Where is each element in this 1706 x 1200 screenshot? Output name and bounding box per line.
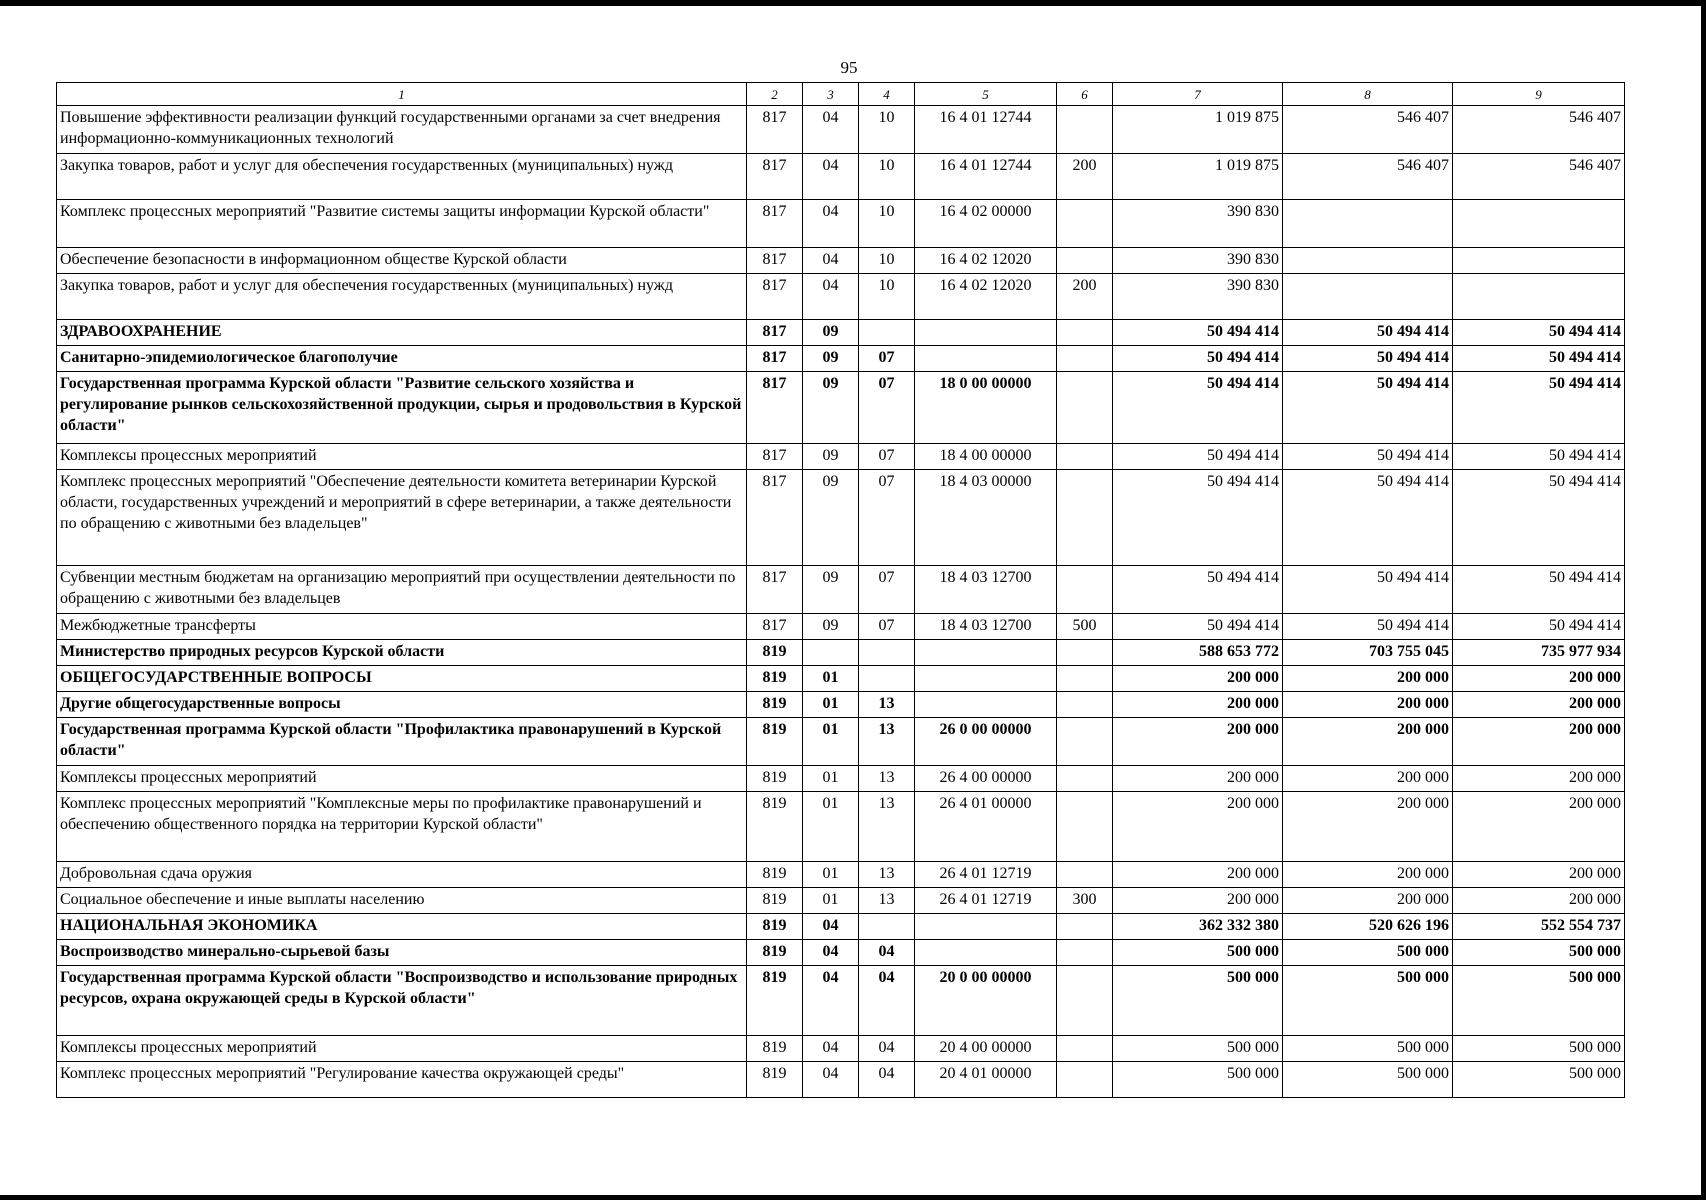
row-vr-cell: [1057, 320, 1113, 346]
row-amount-col7: 390 830: [1113, 248, 1283, 274]
row-amount-col9: 200 000: [1453, 692, 1625, 718]
row-amount-col8: 500 000: [1283, 1062, 1453, 1098]
table-row: [57, 766, 1625, 792]
row-csr-cell: 16 4 02 00000: [915, 200, 1057, 248]
row-amount-col8: 50 494 414: [1283, 470, 1453, 566]
row-amount-col7: 500 000: [1113, 1062, 1283, 1098]
row-csr-cell: [915, 940, 1057, 966]
row-ved-cell: 817: [747, 346, 803, 372]
row-amount-col9: 200 000: [1453, 666, 1625, 692]
row-amount-col9: 500 000: [1453, 966, 1625, 1036]
row-name-cell: Государственная программа Курской области "Развитие сельского хозяйства и регулирование рынков сельскохозяйственной продукции, сырья и продовольствия в Курской области": [57, 372, 747, 444]
row-amount-col8: 200 000: [1283, 862, 1453, 888]
row-ved-cell: 819: [747, 640, 803, 666]
scan-border-right: [1701, 0, 1706, 1200]
row-ved-cell: 817: [747, 470, 803, 566]
row-ved-cell: 819: [747, 766, 803, 792]
table-row: [57, 966, 1625, 1036]
scan-border-bottom: [0, 1195, 1706, 1200]
table-row: [57, 888, 1625, 914]
table-row: [57, 372, 1625, 444]
row-pr-cell: 04: [859, 940, 915, 966]
row-csr-cell: 16 4 02 12020: [915, 248, 1057, 274]
row-amount-col8: 500 000: [1283, 1036, 1453, 1062]
row-amount-col8: 703 755 045: [1283, 640, 1453, 666]
row-amount-col9: 500 000: [1453, 940, 1625, 966]
row-amount-col8: 200 000: [1283, 766, 1453, 792]
row-name-cell: Субвенции местным бюджетам на организацию мероприятий при осуществлении деятельности по обращению с животными без владельцев: [57, 566, 747, 614]
row-rz-cell: 01: [803, 718, 859, 766]
row-amount-col8: [1283, 274, 1453, 320]
row-ved-cell: 819: [747, 1062, 803, 1098]
row-amount-col7: 500 000: [1113, 940, 1283, 966]
row-vr-cell: 200: [1057, 154, 1113, 200]
row-amount-col7: 200 000: [1113, 862, 1283, 888]
row-ved-cell: 817: [747, 154, 803, 200]
row-amount-col8: [1283, 248, 1453, 274]
row-amount-col7: 200 000: [1113, 666, 1283, 692]
row-vr-cell: [1057, 766, 1113, 792]
row-rz-cell: 04: [803, 966, 859, 1036]
row-rz-cell: 01: [803, 766, 859, 792]
row-name-cell: ОБЩЕГОСУДАРСТВЕННЫЕ ВОПРОСЫ: [57, 666, 747, 692]
row-amount-col7: 200 000: [1113, 718, 1283, 766]
row-amount-col7: 50 494 414: [1113, 614, 1283, 640]
row-name-cell: Комплекс процессных мероприятий "Регулирование качества окружающей среды": [57, 1062, 747, 1098]
row-vr-cell: [1057, 248, 1113, 274]
row-vr-cell: [1057, 372, 1113, 444]
row-amount-col8: 200 000: [1283, 666, 1453, 692]
row-pr-cell: 07: [859, 470, 915, 566]
table-row: [57, 1036, 1625, 1062]
row-rz-cell: 09: [803, 346, 859, 372]
row-csr-cell: [915, 666, 1057, 692]
row-rz-cell: 09: [803, 470, 859, 566]
column-header: 7: [1113, 83, 1283, 106]
row-amount-col9: 50 494 414: [1453, 614, 1625, 640]
row-rz-cell: 01: [803, 862, 859, 888]
row-name-cell: Закупка товаров, работ и услуг для обеспечения государственных (муниципальных) нужд: [57, 154, 747, 200]
row-csr-cell: 18 4 03 12700: [915, 566, 1057, 614]
row-amount-col7: 50 494 414: [1113, 444, 1283, 470]
row-amount-col9: 50 494 414: [1453, 372, 1625, 444]
table-row: [57, 274, 1625, 320]
row-amount-col7: 1 019 875: [1113, 106, 1283, 154]
row-amount-col9: 50 494 414: [1453, 444, 1625, 470]
row-rz-cell: 01: [803, 888, 859, 914]
row-name-cell: Комплекс процессных мероприятий "Комплексные меры по профилактике правонарушений и обеспечению общественного порядка на территории Курской области": [57, 792, 747, 862]
row-ved-cell: 817: [747, 566, 803, 614]
row-ved-cell: 819: [747, 940, 803, 966]
row-rz-cell: 09: [803, 614, 859, 640]
row-amount-col9: 50 494 414: [1453, 346, 1625, 372]
row-vr-cell: [1057, 200, 1113, 248]
row-ved-cell: 819: [747, 792, 803, 862]
row-name-cell: Комплексы процессных мероприятий: [57, 1036, 747, 1062]
column-number-row: [57, 83, 1625, 106]
row-rz-cell: 01: [803, 692, 859, 718]
row-vr-cell: [1057, 346, 1113, 372]
table-row: [57, 614, 1625, 640]
row-pr-cell: [859, 666, 915, 692]
row-amount-col7: 200 000: [1113, 692, 1283, 718]
row-amount-col8: [1283, 200, 1453, 248]
row-amount-col7: 50 494 414: [1113, 566, 1283, 614]
row-ved-cell: 819: [747, 1036, 803, 1062]
table-row: [57, 1062, 1625, 1098]
row-amount-col9: [1453, 248, 1625, 274]
row-ved-cell: 819: [747, 692, 803, 718]
row-amount-col8: 50 494 414: [1283, 372, 1453, 444]
row-csr-cell: 26 4 01 00000: [915, 792, 1057, 862]
row-ved-cell: 817: [747, 444, 803, 470]
row-pr-cell: 10: [859, 200, 915, 248]
row-amount-col9: 552 554 737: [1453, 914, 1625, 940]
row-csr-cell: 20 0 00 00000: [915, 966, 1057, 1036]
row-csr-cell: 16 4 01 12744: [915, 154, 1057, 200]
row-amount-col8: 50 494 414: [1283, 320, 1453, 346]
row-name-cell: Другие общегосударственные вопросы: [57, 692, 747, 718]
row-vr-cell: [1057, 940, 1113, 966]
row-pr-cell: 04: [859, 1062, 915, 1098]
table-row: [57, 248, 1625, 274]
row-amount-col8: 50 494 414: [1283, 614, 1453, 640]
row-pr-cell: 04: [859, 1036, 915, 1062]
row-pr-cell: 07: [859, 614, 915, 640]
row-csr-cell: 16 4 02 12020: [915, 274, 1057, 320]
row-amount-col9: 200 000: [1453, 766, 1625, 792]
row-pr-cell: [859, 320, 915, 346]
row-name-cell: Государственная программа Курской области "Воспроизводство и использование природных ресурсов, охрана окружающей среды в Курской области": [57, 966, 747, 1036]
row-amount-col7: 500 000: [1113, 966, 1283, 1036]
table-row: [57, 792, 1625, 862]
table-row: [57, 470, 1625, 566]
row-amount-col9: 735 977 934: [1453, 640, 1625, 666]
table-row: [57, 320, 1625, 346]
row-name-cell: Комплексы процессных мероприятий: [57, 766, 747, 792]
row-amount-col9: 200 000: [1453, 888, 1625, 914]
row-amount-col8: 50 494 414: [1283, 566, 1453, 614]
scan-border-top: [0, 0, 1706, 6]
row-rz-cell: 04: [803, 106, 859, 154]
row-amount-col7: 588 653 772: [1113, 640, 1283, 666]
row-pr-cell: 10: [859, 248, 915, 274]
row-vr-cell: [1057, 718, 1113, 766]
row-ved-cell: 817: [747, 320, 803, 346]
column-header: 8: [1283, 83, 1453, 106]
row-amount-col8: 546 407: [1283, 106, 1453, 154]
row-amount-col7: 50 494 414: [1113, 372, 1283, 444]
row-pr-cell: 13: [859, 766, 915, 792]
budget-table: [56, 82, 1625, 1098]
row-pr-cell: 04: [859, 966, 915, 1036]
row-amount-col7: 50 494 414: [1113, 346, 1283, 372]
row-vr-cell: [1057, 792, 1113, 862]
row-name-cell: Воспроизводство минерально-сырьевой базы: [57, 940, 747, 966]
row-name-cell: Закупка товаров, работ и услуг для обеспечения государственных (муниципальных) нужд: [57, 274, 747, 320]
row-vr-cell: 300: [1057, 888, 1113, 914]
row-pr-cell: 13: [859, 888, 915, 914]
row-rz-cell: 09: [803, 372, 859, 444]
row-pr-cell: 10: [859, 154, 915, 200]
row-ved-cell: 817: [747, 614, 803, 640]
row-amount-col9: 50 494 414: [1453, 566, 1625, 614]
row-pr-cell: 07: [859, 444, 915, 470]
row-amount-col7: 50 494 414: [1113, 320, 1283, 346]
row-amount-col8: 520 626 196: [1283, 914, 1453, 940]
row-amount-col9: 500 000: [1453, 1036, 1625, 1062]
row-rz-cell: 04: [803, 1036, 859, 1062]
row-name-cell: Комплекс процессных мероприятий "Обеспечение деятельности комитета ветеринарии Курской области, государственных учреждений и мероприятий в сфере ветеринарии, а также деятельности по обращению с животными без владельцев": [57, 470, 747, 566]
row-amount-col8: 50 494 414: [1283, 444, 1453, 470]
row-csr-cell: 26 4 01 12719: [915, 862, 1057, 888]
row-amount-col7: 500 000: [1113, 1036, 1283, 1062]
row-amount-col8: 200 000: [1283, 718, 1453, 766]
table-row: [57, 640, 1625, 666]
row-amount-col9: 50 494 414: [1453, 470, 1625, 566]
row-name-cell: Добровольная сдача оружия: [57, 862, 747, 888]
row-amount-col8: 200 000: [1283, 692, 1453, 718]
row-amount-col9: 200 000: [1453, 718, 1625, 766]
row-amount-col7: 50 494 414: [1113, 470, 1283, 566]
table-row: [57, 444, 1625, 470]
row-name-cell: Санитарно-эпидемиологическое благополучие: [57, 346, 747, 372]
row-ved-cell: 819: [747, 718, 803, 766]
row-name-cell: Комплексы процессных мероприятий: [57, 444, 747, 470]
row-rz-cell: 04: [803, 274, 859, 320]
row-rz-cell: 04: [803, 914, 859, 940]
row-amount-col9: [1453, 274, 1625, 320]
row-amount-col8: 546 407: [1283, 154, 1453, 200]
table-row: [57, 566, 1625, 614]
row-csr-cell: 18 0 00 00000: [915, 372, 1057, 444]
row-pr-cell: 07: [859, 346, 915, 372]
table-row: [57, 862, 1625, 888]
row-rz-cell: 01: [803, 792, 859, 862]
page-number: 95: [840, 58, 858, 77]
row-ved-cell: 817: [747, 106, 803, 154]
row-csr-cell: 20 4 00 00000: [915, 1036, 1057, 1062]
row-csr-cell: [915, 346, 1057, 372]
row-amount-col8: 50 494 414: [1283, 346, 1453, 372]
row-csr-cell: 20 4 01 00000: [915, 1062, 1057, 1098]
row-amount-col7: 200 000: [1113, 888, 1283, 914]
row-csr-cell: 18 4 03 00000: [915, 470, 1057, 566]
row-name-cell: Обеспечение безопасности в информационном обществе Курской области: [57, 248, 747, 274]
row-amount-col7: 1 019 875: [1113, 154, 1283, 200]
row-amount-col8: 500 000: [1283, 940, 1453, 966]
row-pr-cell: 07: [859, 566, 915, 614]
row-rz-cell: 04: [803, 154, 859, 200]
row-pr-cell: 13: [859, 692, 915, 718]
row-name-cell: Комплекс процессных мероприятий "Развитие системы защиты информации Курской области": [57, 200, 747, 248]
row-amount-col8: 200 000: [1283, 888, 1453, 914]
row-pr-cell: 13: [859, 792, 915, 862]
row-vr-cell: [1057, 692, 1113, 718]
row-ved-cell: 817: [747, 248, 803, 274]
row-csr-cell: 26 4 01 12719: [915, 888, 1057, 914]
row-rz-cell: 09: [803, 320, 859, 346]
column-header: 2: [747, 83, 803, 106]
row-amount-col9: 546 407: [1453, 154, 1625, 200]
row-vr-cell: [1057, 1062, 1113, 1098]
row-pr-cell: [859, 914, 915, 940]
row-pr-cell: 10: [859, 274, 915, 320]
row-amount-col7: 390 830: [1113, 200, 1283, 248]
row-amount-col9: 200 000: [1453, 792, 1625, 862]
row-amount-col7: 390 830: [1113, 274, 1283, 320]
row-pr-cell: 10: [859, 106, 915, 154]
row-vr-cell: [1057, 106, 1113, 154]
row-ved-cell: 817: [747, 200, 803, 248]
column-header: 3: [803, 83, 859, 106]
row-rz-cell: 01: [803, 666, 859, 692]
row-rz-cell: 04: [803, 200, 859, 248]
row-rz-cell: 09: [803, 566, 859, 614]
row-csr-cell: 26 0 00 00000: [915, 718, 1057, 766]
row-amount-col8: 200 000: [1283, 792, 1453, 862]
row-amount-col9: [1453, 200, 1625, 248]
row-csr-cell: 18 4 03 12700: [915, 614, 1057, 640]
row-csr-cell: [915, 914, 1057, 940]
row-vr-cell: [1057, 470, 1113, 566]
row-name-cell: Государственная программа Курской области "Профилактика правонарушений в Курской области": [57, 718, 747, 766]
row-vr-cell: 500: [1057, 614, 1113, 640]
row-ved-cell: 819: [747, 966, 803, 1036]
row-vr-cell: [1057, 566, 1113, 614]
table-row: [57, 200, 1625, 248]
row-vr-cell: [1057, 966, 1113, 1036]
row-csr-cell: [915, 640, 1057, 666]
row-name-cell: Межбюджетные трансферты: [57, 614, 747, 640]
row-pr-cell: 07: [859, 372, 915, 444]
column-header: 6: [1057, 83, 1113, 106]
row-amount-col9: 200 000: [1453, 862, 1625, 888]
row-pr-cell: 13: [859, 862, 915, 888]
row-ved-cell: 819: [747, 666, 803, 692]
column-header: 4: [859, 83, 915, 106]
row-csr-cell: 26 4 00 00000: [915, 766, 1057, 792]
row-ved-cell: 817: [747, 274, 803, 320]
row-name-cell: Повышение эффективности реализации функций государственными органами за счет внедрения информационно-коммуникационных технологий: [57, 106, 747, 154]
row-amount-col9: 546 407: [1453, 106, 1625, 154]
row-amount-col8: 500 000: [1283, 966, 1453, 1036]
row-ved-cell: 819: [747, 888, 803, 914]
row-amount-col9: 50 494 414: [1453, 320, 1625, 346]
row-rz-cell: 09: [803, 444, 859, 470]
row-name-cell: Социальное обеспечение и иные выплаты населению: [57, 888, 747, 914]
row-csr-cell: [915, 692, 1057, 718]
row-vr-cell: [1057, 862, 1113, 888]
row-csr-cell: [915, 320, 1057, 346]
table-row: [57, 106, 1625, 154]
row-rz-cell: [803, 640, 859, 666]
row-amount-col7: 200 000: [1113, 792, 1283, 862]
row-name-cell: НАЦИОНАЛЬНАЯ ЭКОНОМИКА: [57, 914, 747, 940]
row-csr-cell: 16 4 01 12744: [915, 106, 1057, 154]
table-row: [57, 692, 1625, 718]
table-row: [57, 666, 1625, 692]
row-name-cell: Министерство природных ресурсов Курской области: [57, 640, 747, 666]
row-amount-col9: 500 000: [1453, 1062, 1625, 1098]
row-rz-cell: 04: [803, 940, 859, 966]
row-rz-cell: 04: [803, 248, 859, 274]
row-ved-cell: 819: [747, 914, 803, 940]
row-pr-cell: 13: [859, 718, 915, 766]
row-ved-cell: 819: [747, 862, 803, 888]
row-pr-cell: [859, 640, 915, 666]
row-ved-cell: 817: [747, 372, 803, 444]
table-row: [57, 154, 1625, 200]
table-row: [57, 346, 1625, 372]
column-header: 5: [915, 83, 1057, 106]
table-row: [57, 940, 1625, 966]
column-header: 9: [1453, 83, 1625, 106]
row-vr-cell: [1057, 1036, 1113, 1062]
row-vr-cell: 200: [1057, 274, 1113, 320]
row-csr-cell: 18 4 00 00000: [915, 444, 1057, 470]
row-vr-cell: [1057, 640, 1113, 666]
row-amount-col7: 362 332 380: [1113, 914, 1283, 940]
row-vr-cell: [1057, 444, 1113, 470]
table-row: [57, 718, 1625, 766]
row-amount-col7: 200 000: [1113, 766, 1283, 792]
table-row: [57, 914, 1625, 940]
row-name-cell: ЗДРАВООХРАНЕНИЕ: [57, 320, 747, 346]
row-vr-cell: [1057, 666, 1113, 692]
column-header: 1: [57, 83, 747, 106]
row-rz-cell: 04: [803, 1062, 859, 1098]
row-vr-cell: [1057, 914, 1113, 940]
